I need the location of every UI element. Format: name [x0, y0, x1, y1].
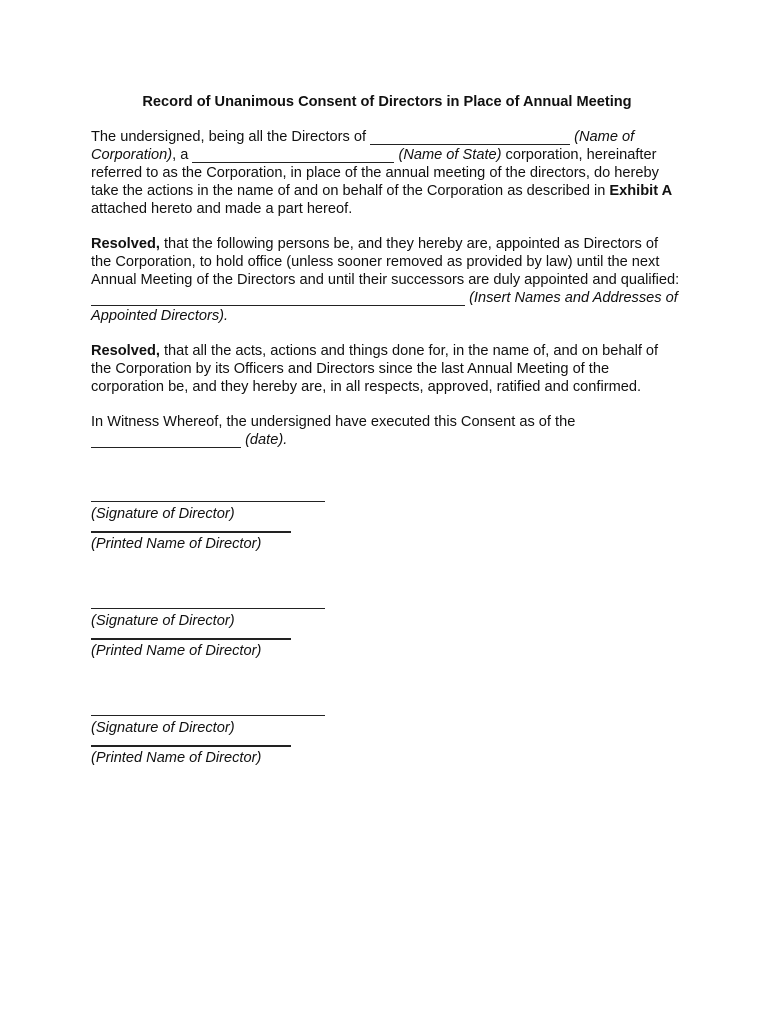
signature-line[interactable]	[91, 501, 325, 502]
signature-block-1	[91, 501, 325, 553]
witness-text-1: In Witness Whereof, the undersigned have executed this Consent as of the	[91, 414, 576, 430]
resolved-lead-1: Resolved,	[91, 236, 160, 252]
witness-text-2: .	[283, 432, 288, 448]
signature-block-3	[91, 715, 325, 767]
intro-text-4: attached hereto and made a part hereof.	[91, 201, 353, 217]
corporation-name-label: (Name of Corporation)	[91, 129, 635, 163]
corporation-name-blank[interactable]	[370, 128, 570, 146]
printed-name-label: (Printed Name of Director)	[91, 536, 262, 552]
resolved1-text-1: that the following persons be, and they hereby are, appointed as Directors of the Corporation, to hold office (unless sooner removed as provided by law) until the next Annual Meeting of the Directors and until their successors are duly appointed and qualified:	[91, 236, 680, 288]
state-name-blank[interactable]	[192, 146, 394, 164]
intro-paragraph	[91, 128, 681, 218]
printed-name-line[interactable]	[91, 745, 291, 747]
date-label: (date)	[245, 432, 284, 448]
resolved1-text-2: .	[224, 308, 229, 324]
signature-label: (Signature of Director)	[91, 613, 235, 629]
date-blank[interactable]	[91, 431, 241, 449]
printed-name-label: (Printed Name of Director)	[91, 643, 262, 659]
document-title: Record of Unanimous Consent of Directors in Place of Annual Meeting	[142, 94, 632, 110]
signature-line[interactable]	[91, 715, 325, 716]
intro-text-1: The undersigned, being all the Directors of	[91, 129, 371, 145]
state-name-label: (Name of State)	[398, 147, 502, 163]
signature-line[interactable]	[91, 608, 325, 609]
resolved2-text-1: that all the acts, actions and things done for, in the name of, and on behalf of the Corporation by its Officers and Directors since the last Annual Meeting of the corporation be, and they hereby are, in all respects, approved, ratified and confirmed.	[91, 343, 659, 395]
signature-block-2	[91, 608, 325, 660]
appointed-directors-blank[interactable]	[91, 289, 465, 307]
signature-label: (Signature of Director)	[91, 720, 235, 736]
exhibit-reference: Exhibit A	[609, 183, 673, 199]
resolved-ratification-paragraph	[91, 342, 681, 396]
printed-name-line[interactable]	[91, 638, 291, 640]
appointed-directors-label: (Insert Names and Addresses of Appointed Directors)	[91, 290, 678, 324]
printed-name-label: (Printed Name of Director)	[91, 750, 262, 766]
resolved-appointment-paragraph	[91, 235, 681, 325]
intro-text-3: corporation, hereinafter referred to as the Corporation, in place of the annual meeting of the directors, do hereby take the actions in the name of and on behalf of the Corporation as described in	[91, 147, 659, 199]
signature-label: (Signature of Director)	[91, 506, 235, 522]
resolved-lead-2: Resolved,	[91, 343, 160, 359]
printed-name-line[interactable]	[91, 531, 291, 533]
witness-paragraph	[91, 413, 681, 449]
document-body	[91, 93, 681, 466]
intro-text-2: , a	[172, 147, 193, 163]
